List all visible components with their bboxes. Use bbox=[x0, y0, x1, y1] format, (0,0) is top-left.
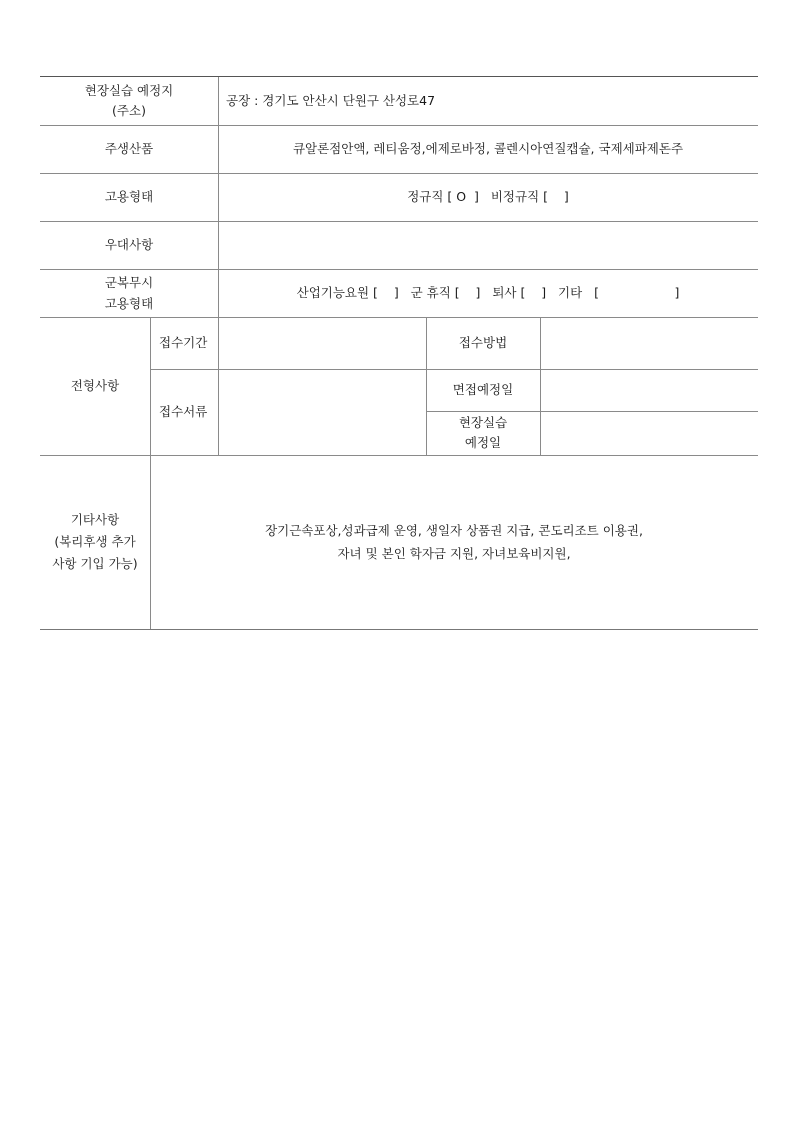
internship-form-table bbox=[40, 76, 758, 630]
preference-value[interactable] bbox=[218, 221, 758, 269]
military-label: 군복무시 고용형태 bbox=[104, 275, 154, 311]
address-value: 공장 : 경기도 안산시 단원구 산성로47 bbox=[226, 93, 436, 108]
military-value: 산업기능요원 [ ] 군 휴직 [ ] 퇴사 [ ] 기타 [ ] bbox=[296, 285, 680, 300]
reception-period-label: 접수기간 bbox=[159, 335, 208, 350]
other-label: 기타사항 (복리후생 추가 사항 기입 가능) bbox=[52, 512, 138, 571]
interview-date-value[interactable] bbox=[540, 369, 758, 411]
practice-date-label: 현장실습 예정일 bbox=[458, 415, 508, 450]
selection-label: 전형사항 bbox=[70, 378, 120, 393]
address-label: 현장실습 예정지 (주소) bbox=[84, 83, 174, 118]
products-label: 주생산품 bbox=[104, 141, 154, 156]
documents-label: 접수서류 bbox=[159, 404, 208, 419]
employment-type-label: 고용형태 bbox=[104, 189, 154, 204]
reception-method-label: 접수방법 bbox=[458, 335, 508, 350]
other-value: 장기근속포상,성과급제 운영, 생일자 상품권 지급, 콘도리조트 이용권, 자녀 및 본인 학자금 지원, 자녀보육비지원, bbox=[265, 523, 643, 561]
products-value: 큐알론점안액, 레티움정,에제로바정, 콜렌시아연질캡슐, 국제세파제돈주 bbox=[292, 141, 684, 156]
reception-method-value[interactable] bbox=[540, 317, 758, 369]
preference-label: 우대사항 bbox=[104, 237, 154, 252]
practice-date-value[interactable] bbox=[540, 411, 758, 455]
documents-value[interactable] bbox=[218, 369, 426, 455]
employment-type-value: 정규직 [ O ] 비정규직 [ ] bbox=[407, 189, 569, 204]
reception-period-value[interactable] bbox=[218, 317, 426, 369]
interview-date-label: 면접예정일 bbox=[452, 382, 514, 397]
